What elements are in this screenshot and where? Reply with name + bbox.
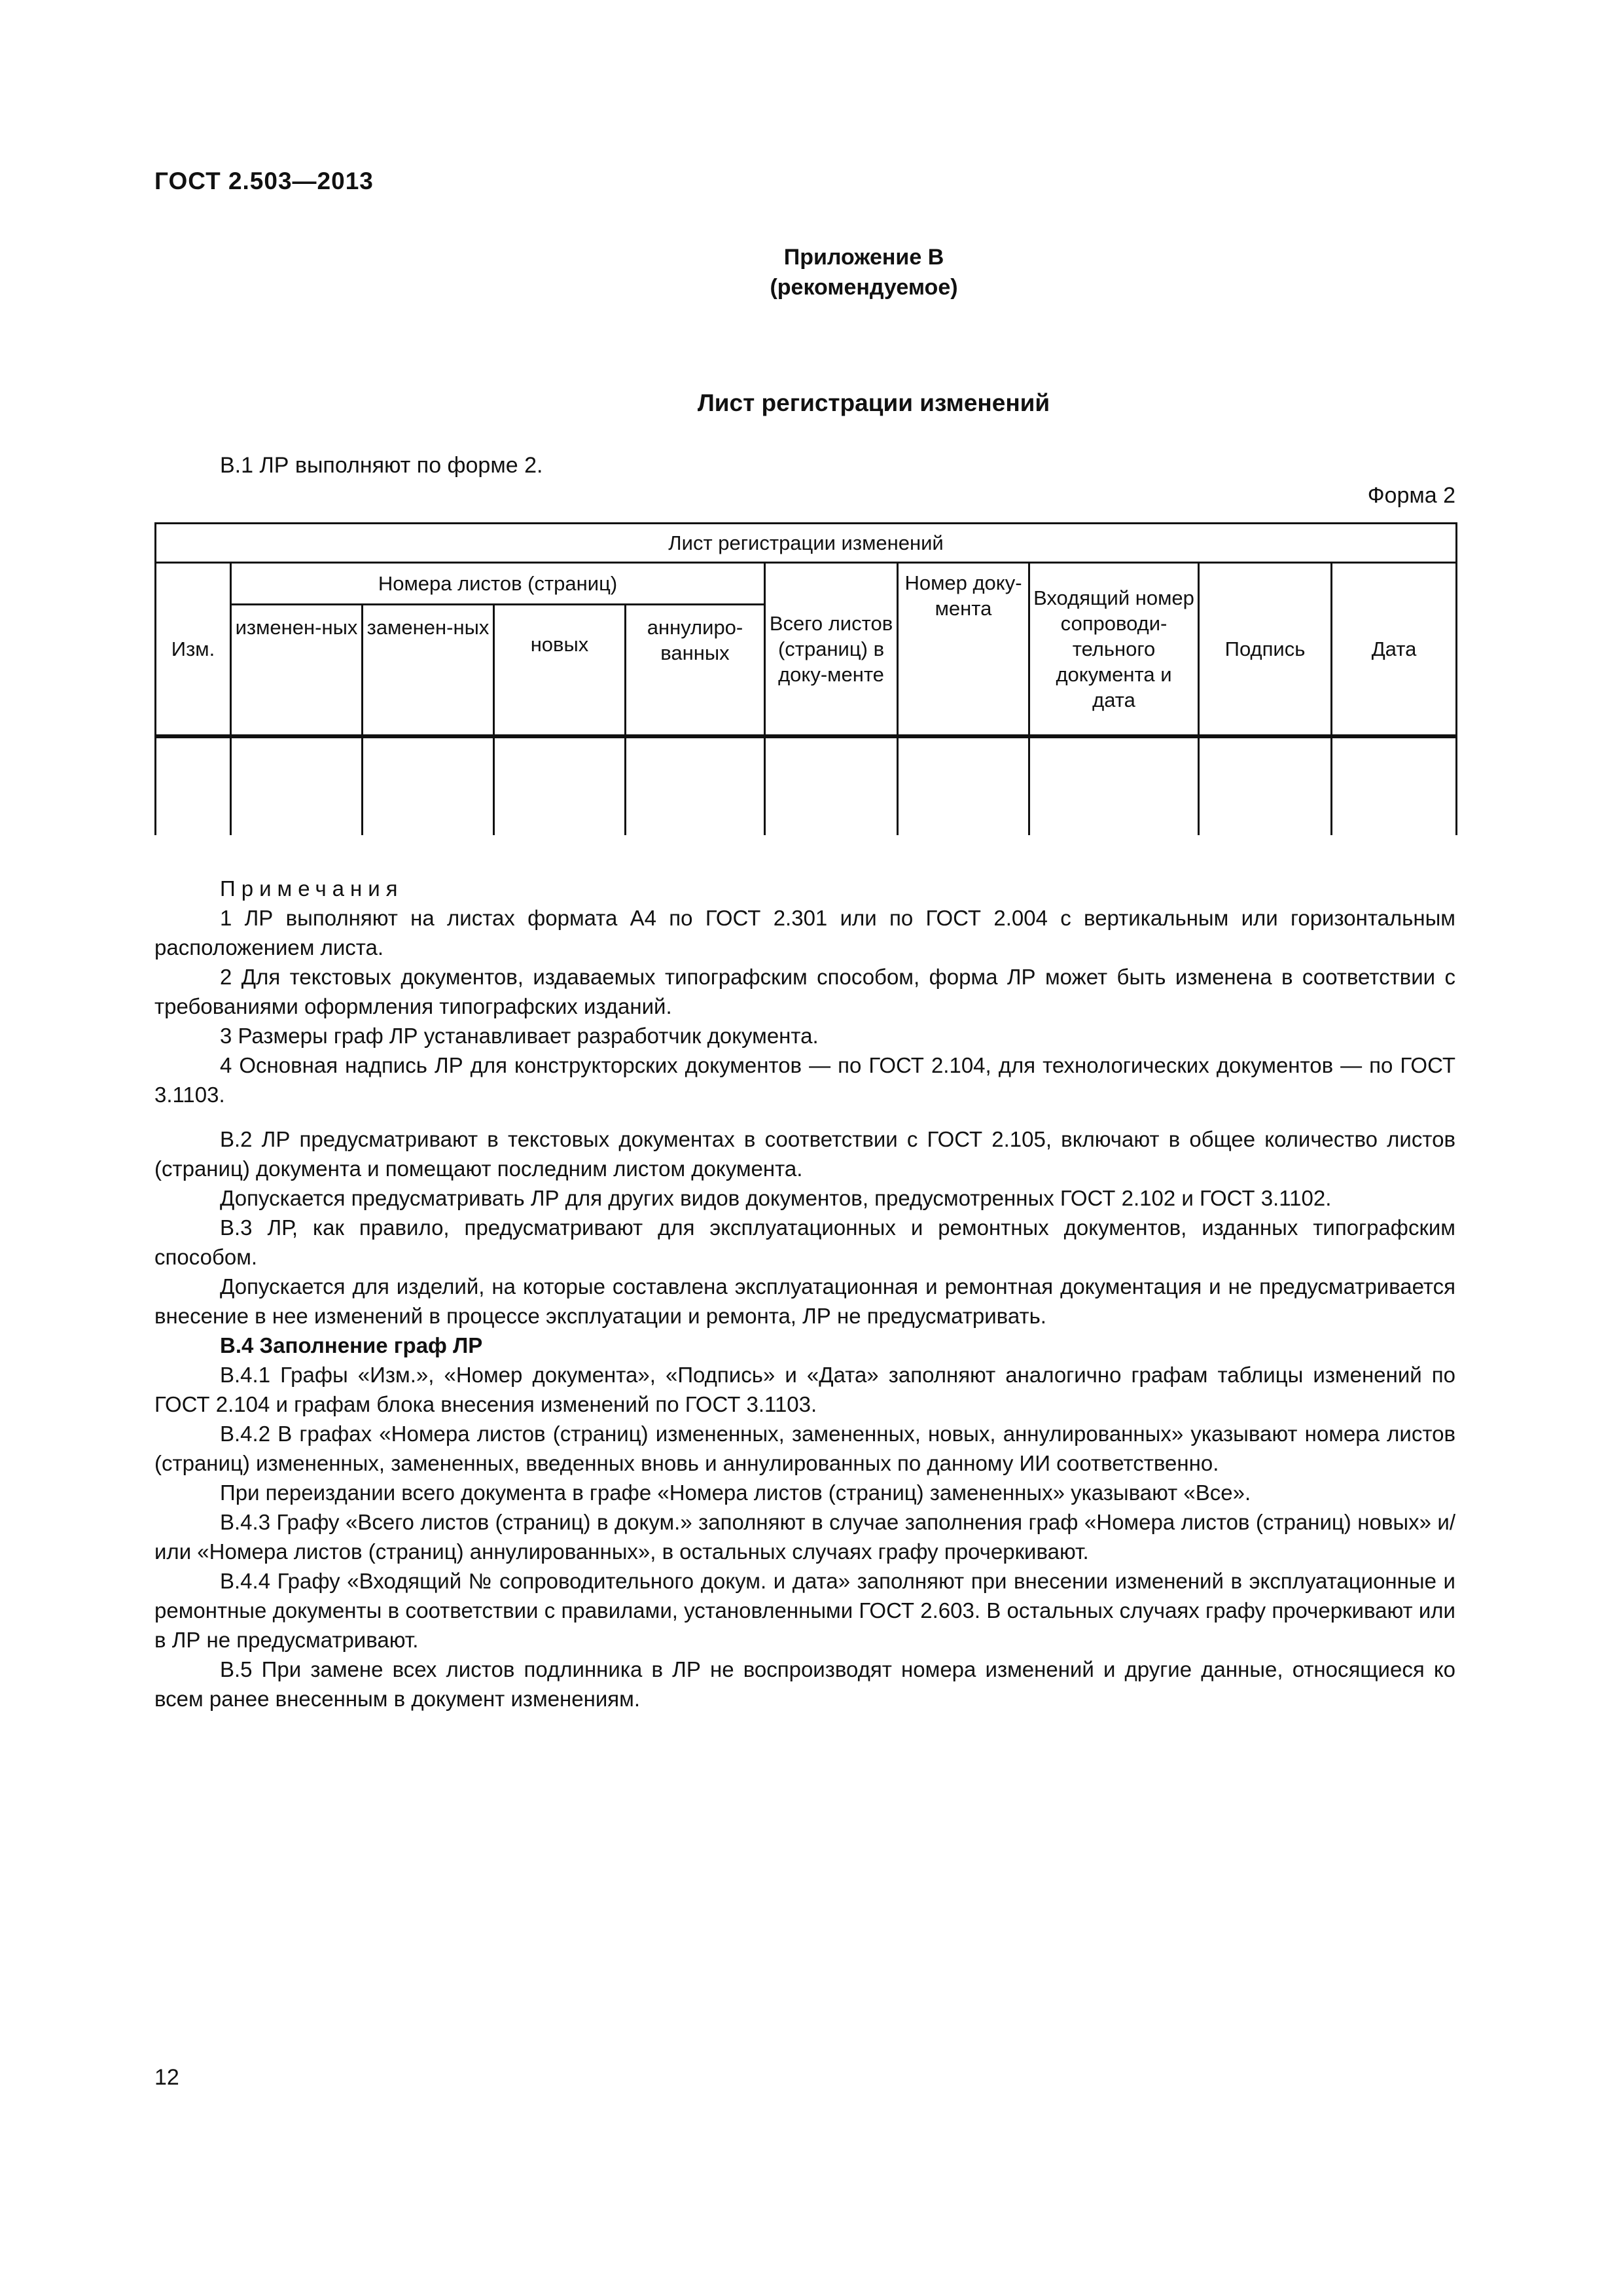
empty-cell (363, 738, 494, 836)
paragraph: В.5 При замене всех листов подлинника в ЛР не воспроизводят номера изменений и другие данные, относящиеся ко всем ранее внесенным в документ изменениям. (154, 1657, 1455, 1711)
header-cancelled: аннулиро-ванных (626, 605, 765, 736)
header-total-sheets: Всего листов (страниц) в доку-менте (765, 563, 898, 736)
appendix-title: Приложение В (783, 245, 944, 270)
document-id: ГОСТ 2.503—2013 (154, 168, 374, 194)
header-izm: Изм. (156, 563, 231, 736)
body-text (154, 1124, 1455, 1713)
header-sheet-numbers: Номера листов (страниц) (231, 563, 765, 605)
note-item: 1 ЛР выполняют на листах формата А4 по ГОСТ 2.301 или по ГОСТ 2.004 с вертикальным или горизонтальным расположением листа. (154, 906, 1455, 960)
notes-block (154, 874, 1455, 1109)
intro-paragraph: В.1 ЛР выполняют по форме 2. (220, 453, 543, 478)
empty-cell (765, 738, 898, 836)
header-new: новых (494, 605, 626, 736)
empty-cell (898, 738, 1029, 836)
change-registration-table (154, 522, 1457, 835)
note-item: 2 Для текстовых документов, издаваемых типографским способом, форма ЛР может быть изменена в соответствии с требованиями оформления типографских изданий. (154, 965, 1455, 1018)
empty-cell (1029, 738, 1199, 836)
note-item: 3 Размеры граф ЛР устанавливает разработчик документа. (220, 1024, 819, 1048)
header-signature: Подпись (1199, 563, 1332, 736)
table-title: Лист регистрации изменений (156, 524, 1457, 563)
empty-cell (494, 738, 626, 836)
header-document-number: Номер доку-мента (898, 563, 1029, 736)
header-changed: изменен-ных (231, 605, 363, 736)
paragraph: При переиздании всего документа в графе «Номера листов (страниц) замененных» указывают «Все». (220, 1480, 1251, 1505)
header-date: Дата (1332, 563, 1457, 736)
paragraph: В.4.3 Графу «Всего листов (страниц) в докум.» заполняют в случае заполнения граф «Номера листов (страниц) новых» и/или «Номера листов (страниц) аннулированных», в остальных случаях графу прочеркивают. (154, 1510, 1455, 1564)
empty-cell (626, 738, 765, 836)
paragraph: Допускается предусматривать ЛР для других видов документов, предусмотренных ГОСТ 2.102 и ГОСТ 3.1102. (220, 1186, 1332, 1210)
paragraph: В.4.4 Графу «Входящий № сопроводительного докум. и дата» заполняют при внесении изменений в эксплуатационные и ремонтные документы в соответствии с правилами, установленными ГОСТ 2.603. В остальных случаях графу прочеркивают или в ЛР не предусматривают. (154, 1569, 1455, 1652)
paragraph: В.2 ЛР предусматривают в текстовых документах в соответствии с ГОСТ 2.105, включают в общее количество листов (страниц) документа и помещают последним листом документа. (154, 1127, 1455, 1181)
note-item: 4 Основная надпись ЛР для конструкторских документов — по ГОСТ 2.104, для технологических документов — по ГОСТ 3.1103. (154, 1053, 1455, 1107)
paragraph: Допускается для изделий, на которые составлена эксплуатационная и ремонтная документация и не предусматривается внесение в нее изменений в процессе эксплуатации и ремонта, ЛР не предусматривать. (154, 1274, 1455, 1328)
section-title (0, 389, 1623, 417)
empty-cell (231, 738, 363, 836)
paragraph: В.3 ЛР, как правило, предусматривают для эксплуатационных и ремонтных документов, изданных типографским способом. (154, 1215, 1455, 1269)
empty-entry-row (156, 738, 1457, 836)
section-title-text: Лист регистрации изменений (697, 389, 1050, 416)
page-number: 12 (154, 2065, 179, 2090)
empty-cell (1332, 738, 1457, 836)
header-incoming-number: Входящий номер сопроводи-тельного документа и дата (1029, 563, 1199, 736)
empty-cell (1199, 738, 1332, 836)
paragraph: В.4.1 Графы «Изм.», «Номер документа», «Подпись» и «Дата» заполняют аналогично графам таблицы изменений по ГОСТ 2.104 и графам блока внесения изменений по ГОСТ 3.1103. (154, 1363, 1455, 1416)
appendix-subtitle: (рекомендуемое) (770, 275, 958, 300)
appendix-heading (0, 242, 1623, 302)
empty-cell (156, 738, 231, 836)
paragraph: В.4.2 В графах «Номера листов (страниц) измененных, замененных, новых, аннулированных» указывают номера листов (страниц) измененных, замененных, введенных вновь и аннулированных по данному ИИ соответственно. (154, 1422, 1455, 1475)
header-replaced: заменен-ных (363, 605, 494, 736)
notes-heading: Примечания (220, 876, 404, 901)
subsection-heading: В.4 Заполнение граф ЛР (220, 1333, 483, 1357)
form-label: Форма 2 (1367, 483, 1455, 508)
